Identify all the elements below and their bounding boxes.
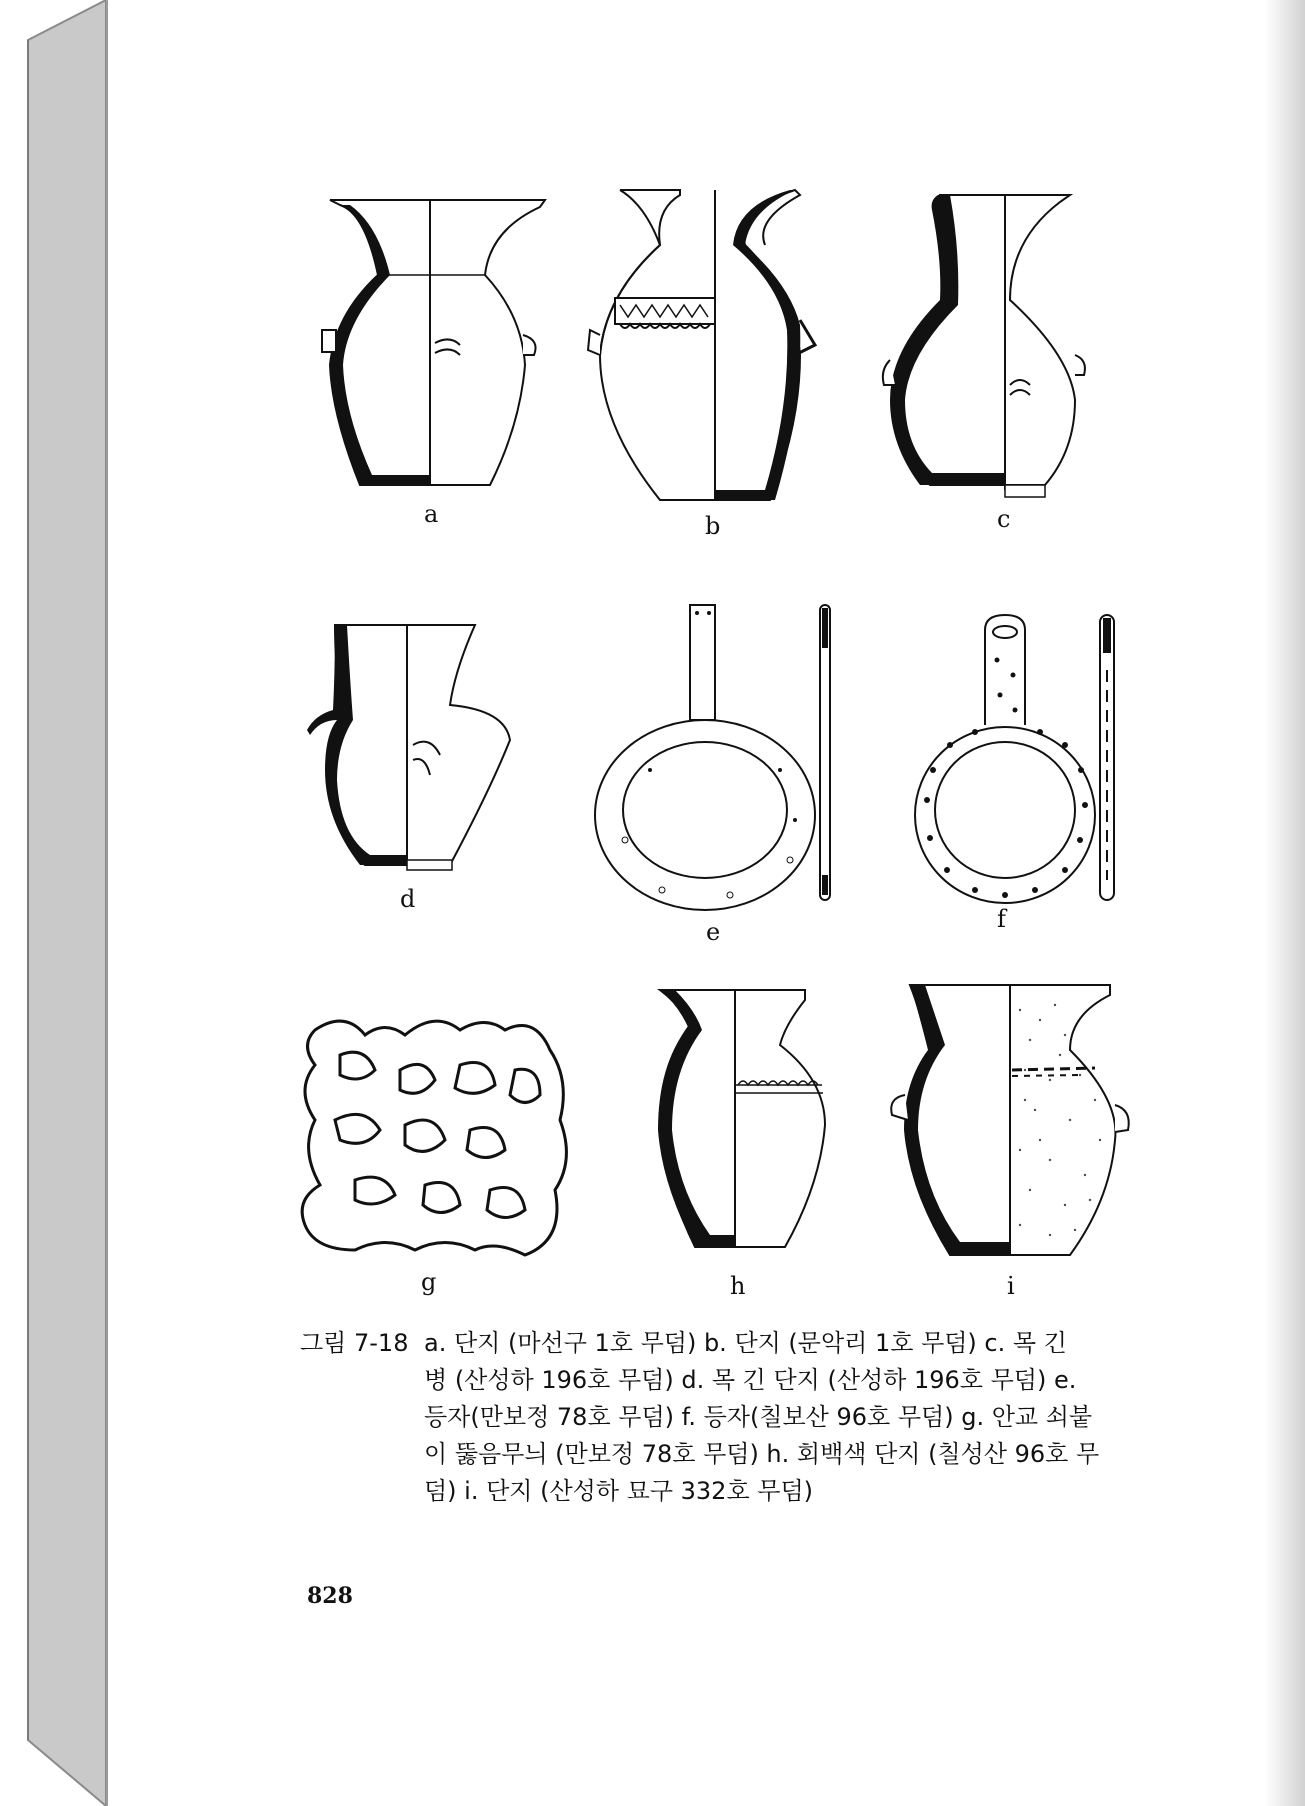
figure-g-openwork-ornament [295, 1010, 585, 1260]
figure-label-f: f [997, 905, 1006, 933]
figure-label-h: h [730, 1272, 746, 1300]
figure-number: 그림 7-18 [300, 1329, 409, 1357]
caption-line: 덤) i. 단지 (산성하 묘구 332호 무덤) [424, 1477, 813, 1505]
figure-b-jar [585, 185, 825, 505]
caption-line: 이 뚫음무늬 (만보정 78호 무덤) h. 회백색 단지 (칠성산 96호 무 [424, 1440, 1100, 1468]
page-number: 828 [307, 1583, 353, 1609]
figure-label-e: e [706, 918, 721, 946]
figure-label-i: i [1007, 1272, 1015, 1300]
caption-line: 병 (산성하 196호 무덤) d. 목 긴 단지 (산성하 196호 무덤) e. [424, 1366, 1077, 1394]
figure-c-bottle [870, 190, 1100, 500]
page-edge-shadow [1265, 0, 1305, 1806]
figure-h-jar [640, 985, 840, 1255]
figure-d-jar [305, 620, 505, 880]
figure-a-jar [310, 195, 570, 495]
figure-label-b: b [705, 512, 721, 540]
caption-line: a. 단지 (마선구 1호 무덤) b. 단지 (문악리 1호 무덤) c. 목 긴 [424, 1329, 1067, 1357]
figure-e-stirrup [590, 600, 850, 910]
caption-line: 등자(만보정 78호 무덤) f. 등자(칠보산 96호 무덤) g. 안교 쇠붙 [424, 1403, 1093, 1431]
caption-text [424, 1325, 1144, 1510]
figure-label-c: c [997, 505, 1011, 533]
figure-label-d: d [400, 885, 416, 913]
figure-i-jar [880, 980, 1140, 1260]
figure-label-g: g [421, 1268, 437, 1296]
figure-f-stirrup [905, 610, 1145, 910]
figure-label-a: a [424, 500, 439, 528]
